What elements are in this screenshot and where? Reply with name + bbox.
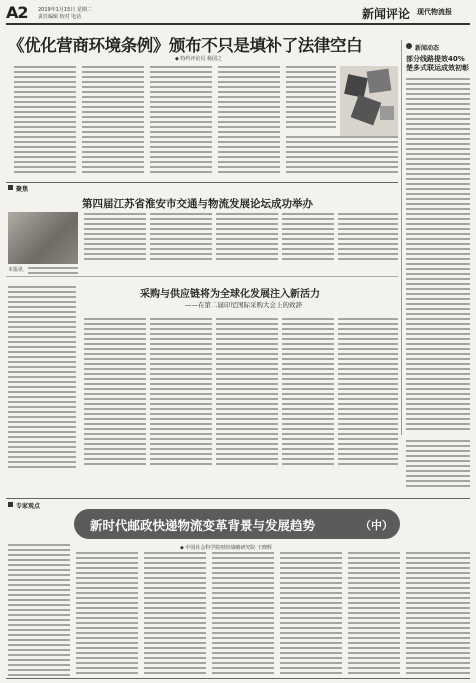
sidebar-headline: 部分线路提效40% 楚多式联运成效初彰 [406,55,469,72]
footer-rule [6,678,470,679]
main-article-col-4 [218,66,280,176]
sidebar-label: 新闻动态 [415,45,440,52]
page-number: A2 [6,3,28,22]
expert-col-4 [212,552,274,677]
supply-article-title: 采购与供应链将为全球化发展注入新活力 [140,289,320,300]
forum-col-5 [338,213,398,263]
expert-label: 专家观点 [16,503,41,510]
forum-col-4 [282,213,334,263]
illustration-blocks-image [340,66,398,136]
main-article-col-1 [14,66,76,176]
expert-col-2 [76,552,138,677]
supply-col-4 [282,318,334,468]
section-title: 新闻评论 [362,7,411,21]
main-article-title: 《优化营商环境条例》颁布不只是填补了法律空白 [8,36,363,55]
supply-col-right [406,440,470,490]
sidebar-divider [401,40,402,435]
supply-col-left [8,286,76,471]
bottom-banner-part: （中） [360,519,393,532]
forum-photo [8,212,78,264]
forum-photo-caption: 本报讯 [8,267,24,273]
forum-col-2 [150,213,212,263]
header-rule [6,23,470,25]
supply-rule [6,276,398,277]
supply-col-3 [216,318,278,468]
forum-article-title: 第四届江苏省淮安市交通与物流发展论坛成功举办 [82,198,313,210]
expert-icon [8,502,13,507]
main-article-col-5 [286,66,336,131]
main-article-byline: ◆ 特约评论员 杨国之 [175,56,223,62]
forum-col-1 [84,213,146,263]
expert-col-6 [348,552,400,677]
focus-label: 聚焦 [16,186,29,193]
supply-article-subtitle: ——在第二届印尼国际采购大会上的致辞 [185,301,302,309]
expert-rule [6,498,470,499]
bottom-banner-title: 新时代邮政快递物流变革背景与发展趋势 [90,518,316,533]
focus-rule [6,182,398,183]
editor-line: 责任编辑 校对 电话 [38,14,82,20]
supply-col-1 [84,318,146,468]
sidebar-body [406,78,470,433]
main-article-col-2 [82,66,144,176]
sidebar-news-icon [406,43,412,49]
bottom-banner-byline: ◆ 中国社会科学院财经战略研究院 王晓辉 [180,545,273,551]
main-article-col-6 [286,136,398,176]
date-line: 2019年1月15日 星期二 [38,7,92,13]
paper-name: 现代物流报 [417,7,452,16]
focus-icon [8,185,13,190]
main-article-col-3 [150,66,212,176]
expert-col-7 [406,552,470,677]
supply-col-5 [338,318,398,468]
expert-col-1 [8,544,70,679]
expert-col-5 [280,552,342,677]
expert-col-3 [144,552,206,677]
forum-col-3 [216,213,278,263]
supply-col-2 [150,318,212,468]
